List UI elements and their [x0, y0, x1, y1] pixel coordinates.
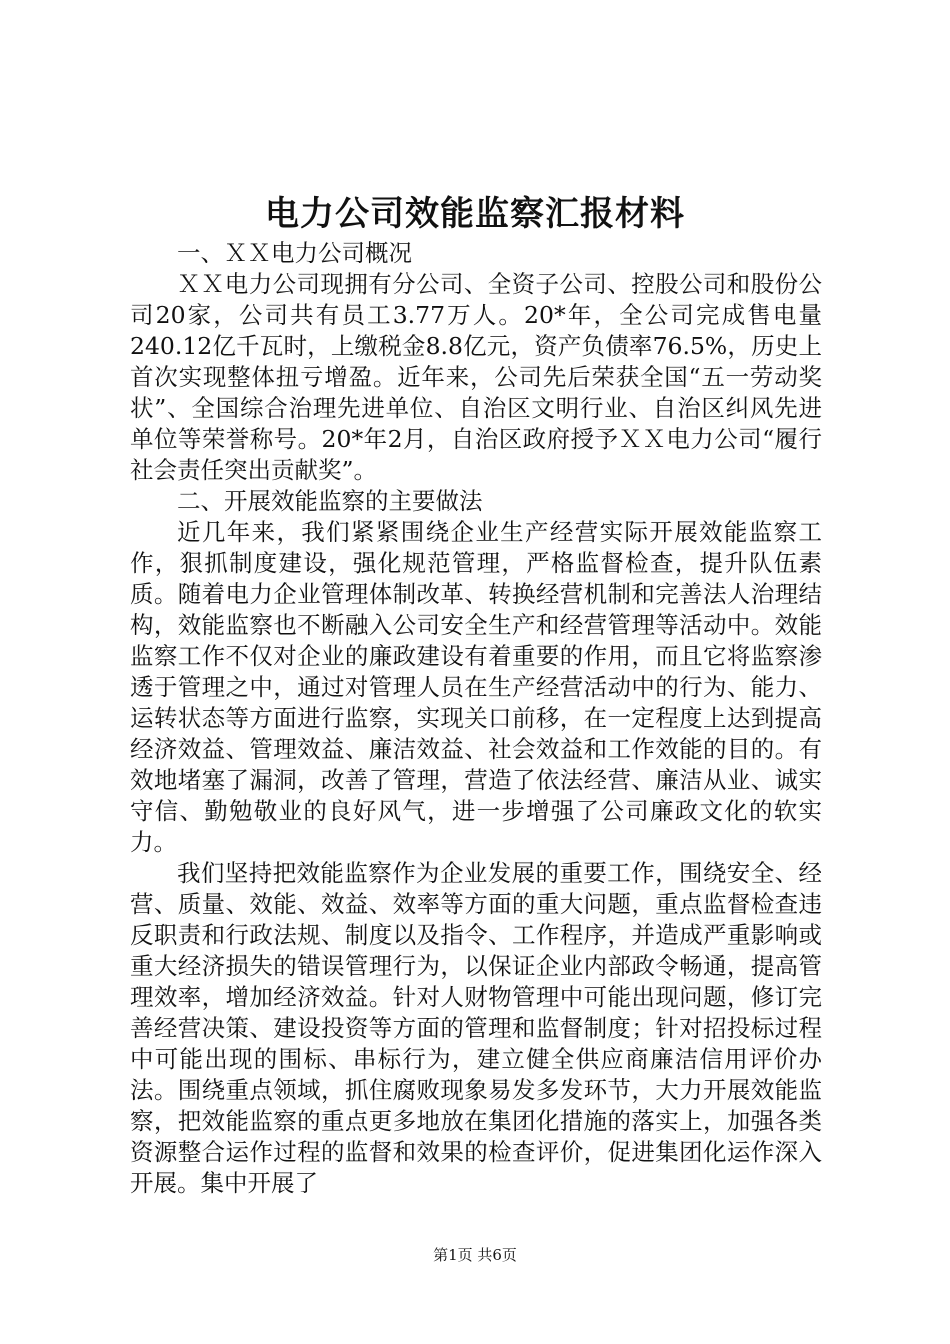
paragraph-focus: 我们坚持把效能监察作为企业发展的重要工作，围绕安全、经营、质量、效能、效益、效率等方面的重大问题，重点监督检查违反职责和行政法规、制度以及指令、工作程序，并造成严重影响或重大经济损失的错误管理行为，以保证企业内部政令畅通，提高管理效率，增加经济效益。针对人财物管理中可能出现问题，修订完善经营决策、建设投资等方面的管理和监督制度；针对招投标过程中可能出现的围标、串标行为，建立健全供应商廉洁信用评价办法。围绕重点领域，抓住腐败现象易发多发环节，大力开展效能监察，把效能监察的重点更多地放在集团化措施的落实上，加强各类资源整合运作过程的监督和效果的检查评价，促进集团化运作深入开展。集中开展了 — [130, 859, 822, 1197]
page-number-footer: 第1页 共6页 — [433, 1246, 517, 1264]
section-heading-overview: 一、ＸＸ电力公司概况 — [177, 239, 412, 267]
document-title: 电力公司效能监察汇报材料 — [265, 194, 685, 234]
paragraph-practices: 近几年来，我们紧紧围绕企业生产经营实际开展效能监察工作，狠抓制度建设，强化规范管理，严格监督检查，提升队伍素质。随着电力企业管理体制改革、转换经营机制和完善法人治理结构，效能监察也不断融入公司安全生产和经营管理等活动中。效能监察工作不仅对企业的廉政建设有着重要的作用，而且它将监察渗透于管理之中，通过对管理人员在生产经营活动中的行为、能力、运转状态等方面进行监察，实现关口前移，在一定程度上达到提高经济效益、管理效益、廉洁效益、社会效益和工作效能的目的。有效地堵塞了漏洞，改善了管理，营造了依法经营、廉洁从业、诚实守信、勤勉敬业的良好风气，进一步增强了公司廉政文化的软实力。 — [130, 518, 822, 856]
document-body — [130, 238, 822, 1199]
section-heading-practices: 二、开展效能监察的主要做法 — [177, 487, 483, 515]
paragraph-company-overview: ＸＸ电力公司现拥有分公司、全资子公司、控股公司和股份公司20家，公司共有员工3.77万人。20*年，全公司完成售电量240.12亿千瓦时，上缴税金8.8亿元，资产负债率76.5%，历史上首次实现整体扭亏增盈。近年来，公司先后荣获全国“五一劳动奖状”、全国综合治理先进单位、自治区文明行业、自治区纠风先进单位等荣誉称号。20*年2月，自治区政府授予ＸＸ电力公司“履行社会责任突出贡献奖”。 — [130, 270, 822, 484]
